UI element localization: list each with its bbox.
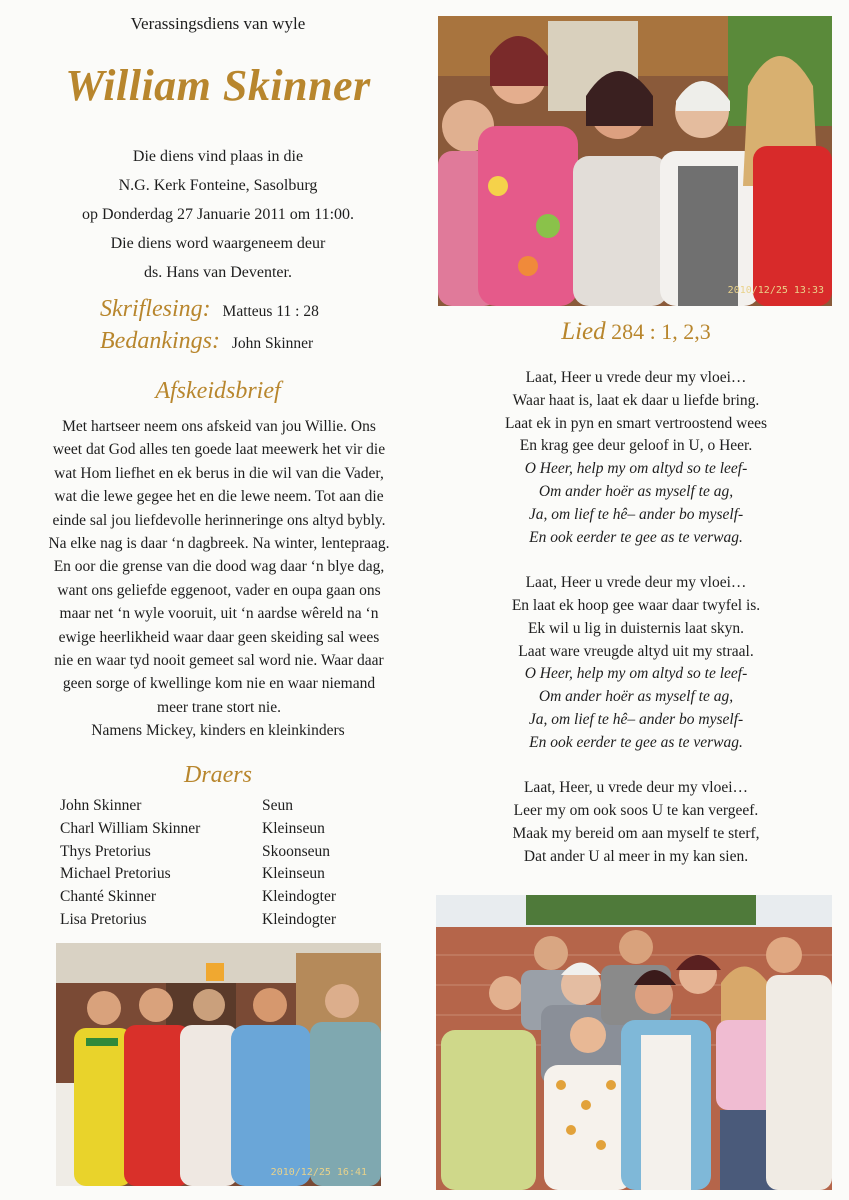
photo-men-group-image bbox=[56, 943, 381, 1186]
farewell-letter bbox=[24, 415, 414, 719]
bearer-relation: Kleindogter bbox=[262, 910, 337, 928]
chorus-line: En ook eerder te gee as te verwag. bbox=[529, 528, 743, 546]
photo-women-group bbox=[438, 16, 832, 306]
photo-women-group-image bbox=[438, 16, 832, 306]
letter-line: ewige heerlikheid waar daar geen skeiding sal wees bbox=[58, 628, 380, 646]
bearer-row bbox=[60, 909, 380, 932]
bearers-list bbox=[60, 795, 380, 932]
bearer-relation: Kleinseun bbox=[262, 865, 325, 883]
deceased-name: William Skinner bbox=[65, 61, 371, 110]
hymn-lied-label: Lied bbox=[561, 318, 606, 345]
service-line: ds. Hans van Deventer. bbox=[144, 264, 292, 281]
letter-line: weet dat God alles ten goede laat meewerk het vir die bbox=[52, 441, 386, 459]
reading-value: Matteus 11 : 28 bbox=[222, 303, 319, 320]
bearer-relation: Skoonseun bbox=[262, 842, 331, 860]
letter-line: nie en waar tyd nooit gemeet sal word nie. Waar daar bbox=[54, 652, 384, 670]
verse-line: Ek wil u lig in duisternis laat skyn. bbox=[527, 619, 745, 637]
bearer-row bbox=[60, 886, 380, 909]
letter-line: meer trane stort nie. bbox=[157, 698, 281, 716]
service-line: Die diens vind plaas in die bbox=[132, 148, 304, 165]
verse-line: Laat ware vreugde altyd uit my straal. bbox=[518, 642, 754, 660]
verse-line: En laat ek hoop gee waar daar twyfel is. bbox=[511, 596, 761, 614]
hymn-verse bbox=[436, 367, 836, 549]
bearer-relation: Seun bbox=[262, 797, 293, 814]
letter-line: wat die lewe gegee het en die lewe neem. Tot aan die bbox=[54, 488, 384, 506]
bearer-row bbox=[60, 841, 380, 864]
bearers-heading: Draers bbox=[183, 762, 252, 788]
verse-line: Maak my bereid om aan myself te sterf, bbox=[512, 824, 760, 842]
letter-line: En oor die grense van die dood wag daar ‘n blye dag, bbox=[53, 558, 385, 576]
bearer-name: Chanté Skinner bbox=[60, 888, 156, 906]
letter-line: Met hartseer neem ons afskeid van jou Willie. Ons bbox=[62, 418, 376, 435]
letter-line: wat Hom liefhet en ek berus in die wil van die Vader, bbox=[54, 464, 384, 482]
bearer-name: Lisa Pretorius bbox=[60, 910, 147, 928]
letter-line: einde sal jou liefdevolle herinneringe ons altyd bybly. bbox=[52, 511, 386, 529]
chorus-line: Ja, om lief te hê– ander bo myself- bbox=[528, 710, 744, 728]
letter-line: geen sorge of kwellinge kom nie en waar niemand bbox=[62, 675, 376, 693]
service-line: Die diens word waargeneem deur bbox=[110, 235, 326, 252]
bearer-relation: Kleindogter bbox=[262, 888, 337, 906]
verse-line: Laat, Heer, u vrede deur my vloei… bbox=[523, 779, 749, 797]
verse-line: Leer my om ook soos U te kan vergeef. bbox=[513, 802, 759, 820]
bearer-row bbox=[60, 863, 380, 886]
intro-line: Verassingsdiens van wyle bbox=[130, 14, 306, 33]
verse-line: Laat ek in pyn en smart vertroostend wees bbox=[504, 414, 768, 432]
chorus-line: O Heer, help my om altyd so te leef- bbox=[524, 665, 748, 683]
thanks-row bbox=[100, 328, 313, 355]
chorus-line: En ook eerder te gee as te verwag. bbox=[529, 733, 743, 751]
verse-line: Dat ander U al meer in my kan sien. bbox=[523, 847, 749, 865]
service-details bbox=[22, 142, 414, 287]
hymn-number: 284 : 1, 2,3 bbox=[611, 319, 711, 344]
bearer-row bbox=[60, 795, 380, 818]
hymn-verse bbox=[436, 572, 836, 754]
chorus-line: Om ander hoër as myself te ag, bbox=[538, 688, 734, 706]
bearer-name: Thys Pretorius bbox=[60, 842, 151, 860]
verse-line: En krag gee deur geloof in U, o Heer. bbox=[519, 437, 753, 455]
photo-date-stamp: 2010/12/25 16:41 bbox=[270, 1167, 367, 1178]
verse-line: Laat, Heer u vrede deur my vloei… bbox=[525, 574, 747, 592]
verse-line: Laat, Heer u vrede deur my vloei… bbox=[525, 369, 747, 386]
hymn-verses bbox=[436, 367, 836, 891]
service-line: N.G. Kerk Fonteine, Sasolburg bbox=[118, 177, 318, 194]
verse-line: Waar haat is, laat ek daar u liefde bring. bbox=[512, 391, 760, 409]
service-line: op Donderdag 27 Januarie 2011 om 11:00. bbox=[81, 206, 355, 223]
farewell-heading: Afskeidsbrief bbox=[155, 378, 281, 404]
photo-men-group bbox=[56, 943, 381, 1186]
hymn-verse bbox=[436, 777, 836, 868]
photo-family-group-image bbox=[436, 895, 832, 1190]
chorus-line: O Heer, help my om altyd so te leef- bbox=[524, 460, 748, 478]
thanks-value: John Skinner bbox=[231, 335, 314, 352]
letter-line: Na elke nag is daar ‘n dagbreek. Na winter, lentepraag. bbox=[48, 535, 390, 553]
reading-row bbox=[100, 296, 319, 323]
reading-label: Skriflesing: bbox=[100, 296, 211, 322]
bearer-name: Charl William Skinner bbox=[60, 819, 201, 837]
bearer-name: John Skinner bbox=[60, 797, 142, 814]
bearer-relation: Kleinseun bbox=[262, 819, 325, 837]
thanks-label: Bedankings: bbox=[100, 328, 220, 354]
photo-date-stamp: 2010/12/25 13:33 bbox=[727, 285, 824, 296]
letter-signoff: Namens Mickey, kinders en kleinkinders bbox=[91, 722, 345, 739]
hymn-title bbox=[436, 318, 836, 346]
chorus-line: Ja, om lief te hê– ander bo myself- bbox=[528, 505, 744, 523]
bearer-row bbox=[60, 818, 380, 841]
letter-line: maar net ‘n wyle vooruit, uit ‘n aardse wêreld na ‘n bbox=[59, 605, 379, 623]
photo-family-group bbox=[436, 895, 832, 1190]
chorus-line: Om ander hoër as myself te ag, bbox=[538, 482, 734, 500]
bearer-name: Michael Pretorius bbox=[60, 865, 171, 883]
letter-line: want ons geliefde eggenoot, vader en oupa gaan ons bbox=[57, 581, 381, 599]
